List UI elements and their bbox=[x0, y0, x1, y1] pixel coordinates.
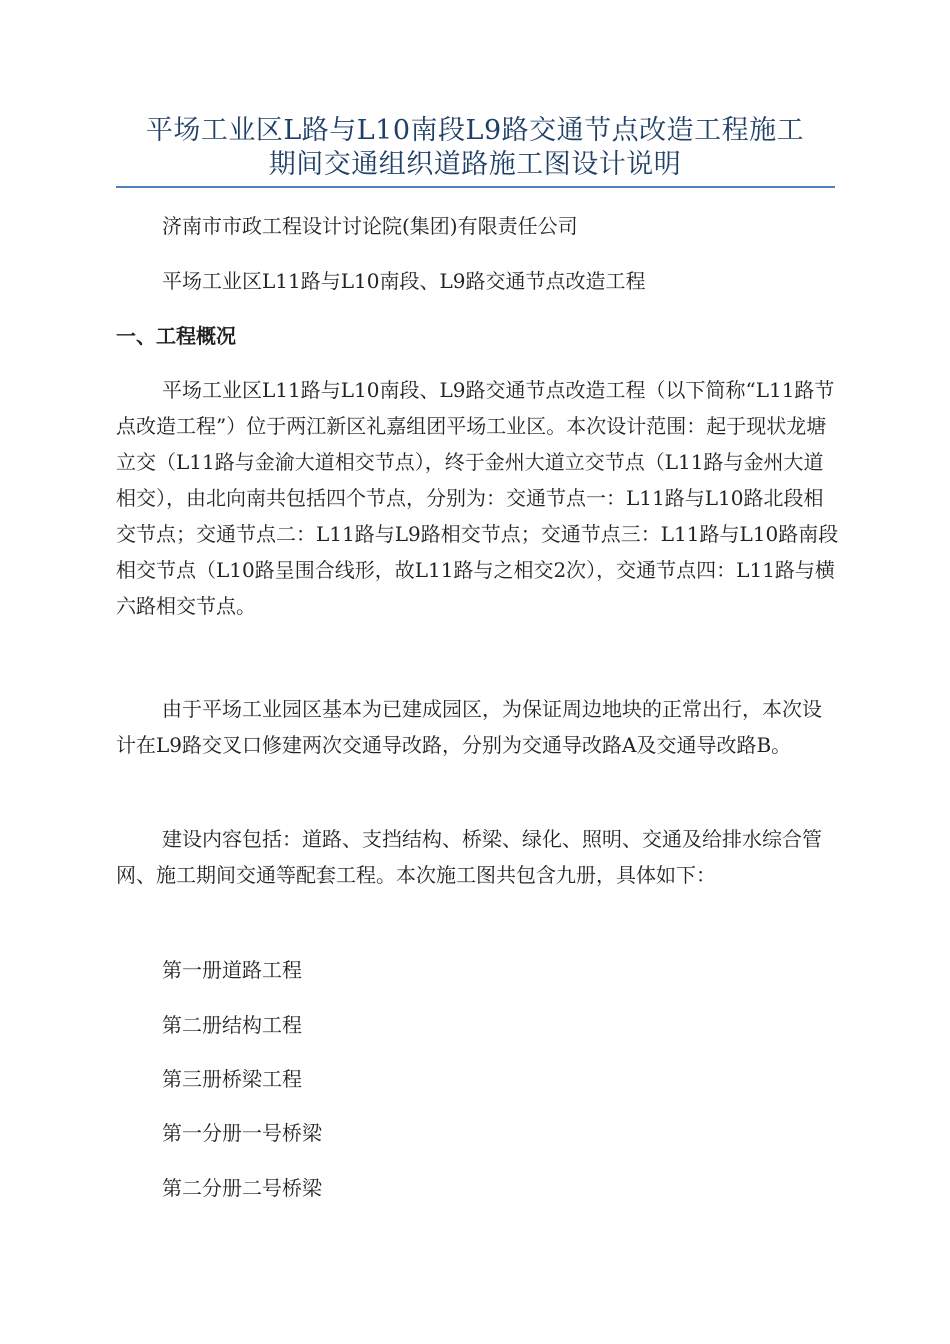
volume-item: 第一册道路工程 bbox=[162, 958, 302, 982]
volume-item: 第二册结构工程 bbox=[162, 1013, 302, 1037]
overview-paragraph-2: 由于平场工业园区基本为已建成园区，为保证周边地块的正常出行，本次设计在L9路交叉口修建两次交通导改路，分别为交通导改路A及交通导改路B。 bbox=[116, 697, 822, 757]
section-heading: 一、工程概况 bbox=[116, 324, 236, 348]
document-title bbox=[100, 114, 850, 182]
volume-item: 第二分册二号桥梁 bbox=[162, 1176, 322, 1200]
title-underline bbox=[116, 186, 835, 188]
overview-paragraph-1: 平场工业区L11路与L10南段、L9路交通节点改造工程（以下简称“L11路节点改造工程”）位于两江新区礼嘉组团平场工业区。本次设计范围：起于现状龙塘立交（L11路与金渝大道相交节点），终于金州大道立交节点（L11路与金州大道相交），由北向南共包括四个节点，分别为：交通节点一：L11路与L10路北段相交节点；交通节点二：L11路与L9路相交节点；交通节点三：L11路与L10路南段相交节点（L10路呈围合线形，故L11路与之相交2次），交通节点四：L11路与横六路相交节点。 bbox=[116, 378, 839, 618]
title-line-1: 平场工业区L路与L10南段L9路交通节点改造工程施工 bbox=[145, 115, 805, 146]
company-name: 济南市市政工程设计讨论院(集团)有限责任公司 bbox=[162, 214, 578, 238]
volume-item: 第三册桥梁工程 bbox=[162, 1067, 302, 1091]
project-name: 平场工业区L11路与L10南段、L9路交通节点改造工程 bbox=[162, 269, 646, 293]
volume-item: 第一分册一号桥梁 bbox=[162, 1121, 322, 1145]
overview-paragraph-3: 建设内容包括：道路、支挡结构、桥梁、绿化、照明、交通及给排水综合管网、施工期间交通等配套工程。本次施工图共包含九册，具体如下： bbox=[116, 827, 822, 887]
title-line-2: 期间交通组织道路施工图设计说明 bbox=[268, 149, 682, 180]
